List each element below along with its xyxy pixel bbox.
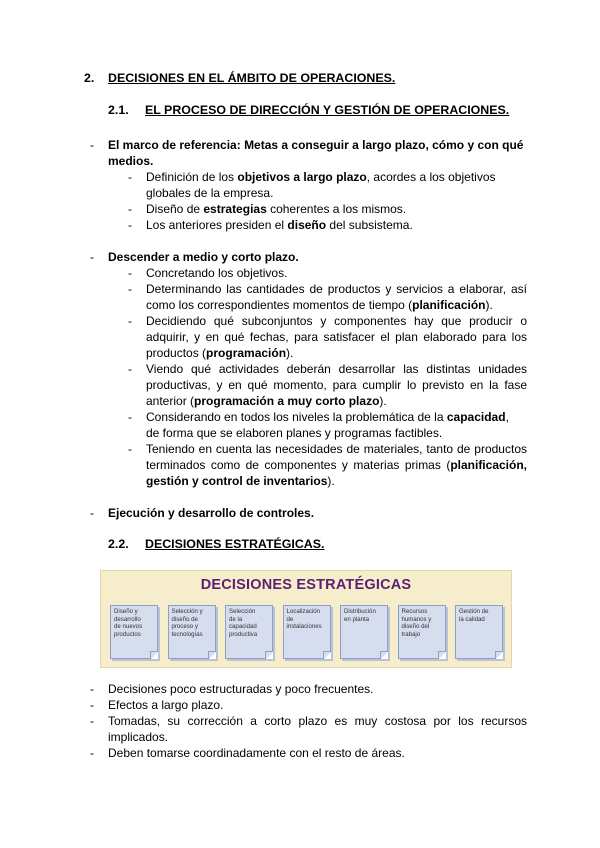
item-text: productos ( — [146, 346, 207, 360]
diagram-card-line: Recursos — [401, 608, 428, 615]
bullet-dash: - — [90, 714, 94, 728]
section-title: DECISIONES EN EL ÁMBITO DE OPERACIONES. — [108, 71, 396, 85]
item-text: como los correspondientes momentos de tiempo ( — [146, 298, 413, 312]
diagram-card-line: diseño de — [171, 615, 198, 623]
bullet-dash: - — [90, 250, 94, 264]
item-text: ). — [327, 474, 335, 488]
sub-dash: - — [128, 266, 132, 280]
item-text: anterior ( — [146, 394, 195, 408]
block4-item-3-l2: implicados. — [108, 730, 169, 744]
block4-item-1: Decisiones poco estructuradas y poco frecuentes. — [108, 682, 374, 696]
item-text: Considerando en todos los niveles la problemática de la — [146, 410, 447, 424]
diagram-card-line: productiva — [229, 630, 258, 638]
page-fold-corner — [438, 651, 446, 659]
diagram-card-line: Localización — [286, 608, 321, 615]
diagram-card-line: diseño del — [401, 623, 430, 630]
page-fold-corner — [208, 651, 216, 659]
item-text: ). — [379, 394, 387, 408]
block1-item-1 — [146, 169, 527, 185]
item-text: del subsistema. — [326, 218, 413, 232]
block2-lead: Descender a medio y corto plazo. — [108, 250, 299, 264]
diagram-card — [110, 605, 158, 659]
diagram-card-line: Diseño y — [114, 608, 138, 615]
diagram-card-label — [229, 608, 270, 638]
diagram-card-label — [344, 608, 385, 623]
block2-item-3-l3 — [146, 345, 293, 361]
item-bold: gestión y control de inventarios — [146, 474, 328, 488]
page-fold-corner — [495, 651, 503, 659]
sub-dash: - — [128, 442, 132, 456]
block1-item-3 — [146, 217, 413, 233]
block2-item-6-l2 — [146, 457, 527, 473]
block1-item-1-cont: globales de la empresa. — [146, 186, 274, 200]
block4-item-3-l1: Tomadas, su corrección a corto plazo es muy costosa por los recursos — [108, 714, 527, 728]
block2-item-2-l1: Determinando las cantidades de productos y servicios a elaborar, así — [146, 282, 527, 296]
diagram-card-line: trabajo — [401, 630, 421, 638]
lead-text-a: El marco de referencia: — [108, 138, 245, 152]
block1-lead — [108, 137, 523, 153]
diagram-card-line: instalaciones — [286, 623, 322, 630]
block3-lead: Ejecución y desarrollo de controles. — [108, 506, 315, 520]
subsection-number: 2.1. — [108, 103, 129, 117]
item-bold: programación — [206, 346, 287, 360]
page-fold-corner — [323, 651, 331, 659]
block2-item-4-l3 — [146, 393, 387, 409]
block4-item-2: Efectos a largo plazo. — [108, 698, 224, 712]
subsection-title: EL PROCESO DE DIRECCIÓN Y GESTIÓN DE OPERACIONES. — [145, 103, 510, 117]
bullet-dash: - — [90, 506, 94, 520]
diagram-card-line: de la — [229, 615, 243, 623]
lead-text-b: Metas a conseguir a largo plazo, cómo y con qué — [244, 138, 524, 152]
diagram-card-line: Selección y — [171, 608, 203, 615]
sub-dash: - — [128, 170, 132, 184]
diagram-card-line: Selección — [229, 608, 256, 615]
block1-lead-cont: medios. — [108, 154, 154, 168]
diagram-card-line: la calidad — [459, 615, 485, 623]
diagram-card-line: proceso y — [171, 623, 198, 630]
item-text: Diseño de — [146, 202, 204, 216]
diagram-card-line: tecnologías — [171, 630, 203, 638]
block2-item-5-l2: de forma que se elaboren planes y programas factibles. — [146, 426, 443, 440]
item-bold: objetivos a largo plazo — [237, 170, 367, 184]
item-text: coherentes a los mismos. — [266, 202, 407, 216]
diagram-card — [398, 605, 446, 659]
page-fold-corner — [380, 651, 388, 659]
page-fold-corner — [265, 651, 273, 659]
diagram-card-line: humanos y — [401, 615, 432, 623]
sub-dash: - — [128, 218, 132, 232]
block2-item-5-l1 — [146, 409, 509, 425]
diagram-card-label — [402, 608, 443, 638]
item-text: , — [505, 410, 509, 424]
item-text: ). — [286, 346, 294, 360]
diagram-card — [225, 605, 273, 659]
sub-dash: - — [128, 282, 132, 296]
diagram-card-line: Distribución — [344, 608, 376, 615]
diagram-card-line: capacidad — [229, 623, 257, 630]
diagram-card — [283, 605, 331, 659]
diagram-card-label — [459, 608, 500, 623]
diagram-card — [168, 605, 216, 659]
sub-dash: - — [128, 410, 132, 424]
item-bold: capacidad — [446, 410, 506, 424]
block2-item-4-l2: productivas, y en qué momento, para cumplir lo previsto en la fase — [146, 378, 527, 392]
block2-item-2-l2 — [146, 297, 493, 313]
page-fold-corner — [150, 651, 158, 659]
block2-item-6-l3 — [146, 473, 335, 489]
diagram-card-line: de nuevos — [114, 623, 143, 630]
item-text: Definición de los — [146, 170, 238, 184]
item-bold: planificación, — [450, 458, 527, 472]
item-text: , acordes a los objetivos — [366, 170, 496, 184]
strategic-decisions-diagram — [100, 570, 512, 668]
block2-item-1: Concretando los objetivos. — [146, 266, 288, 280]
block2-item-3-l2: adquirir, y en qué fechas, para satisfacer el plan elaborado para los — [146, 330, 527, 344]
bullet-dash: - — [90, 682, 94, 696]
block2-item-6-l1: Teniendo en cuenta las necesidades de materiales, tanto de productos — [146, 442, 527, 456]
bullet-dash: - — [90, 746, 94, 760]
item-bold: estrategias — [203, 202, 267, 216]
section-number: 2. — [84, 71, 95, 85]
diagram-card-label — [114, 608, 155, 638]
diagram-card-label — [172, 608, 213, 638]
item-text: ). — [485, 298, 493, 312]
block2-item-3-l1: Decidiendo qué subconjuntos y componentes hay que producir o — [146, 314, 527, 328]
block1-item-2 — [146, 201, 406, 217]
diagram-card-line: desarrollo — [114, 615, 141, 623]
block4-item-4: Deben tomarse coordinadamente con el resto de áreas. — [108, 746, 405, 760]
sub-dash: - — [128, 314, 132, 328]
diagram-title: DECISIONES ESTRATÉGICAS — [200, 577, 412, 593]
subsection-number: 2.2. — [108, 537, 129, 551]
diagram-card-line: productos — [114, 630, 141, 638]
sub-dash: - — [128, 202, 132, 216]
diagram-card-label — [287, 608, 328, 631]
bullet-dash: - — [90, 698, 94, 712]
item-text: terminados como de componentes y materias primas ( — [146, 458, 451, 472]
item-bold: programación a muy corto plazo — [194, 394, 380, 408]
subsection-title: DECISIONES ESTRATÉGICAS. — [145, 537, 325, 551]
item-bold: planificación — [412, 298, 486, 312]
diagram-card — [455, 605, 503, 659]
diagram-card-line: de — [286, 615, 294, 623]
item-bold: diseño — [287, 218, 327, 232]
bullet-dash: - — [90, 138, 94, 152]
block2-item-4-l1: Viendo qué actividades deberán desarrollar las distintas unidades — [146, 362, 527, 376]
item-text: Los anteriores presiden el — [146, 218, 288, 232]
diagram-card — [340, 605, 388, 659]
sub-dash: - — [128, 362, 132, 376]
diagram-card-line: en planta — [344, 615, 370, 623]
diagram-card-line: Gestión de — [459, 608, 489, 615]
